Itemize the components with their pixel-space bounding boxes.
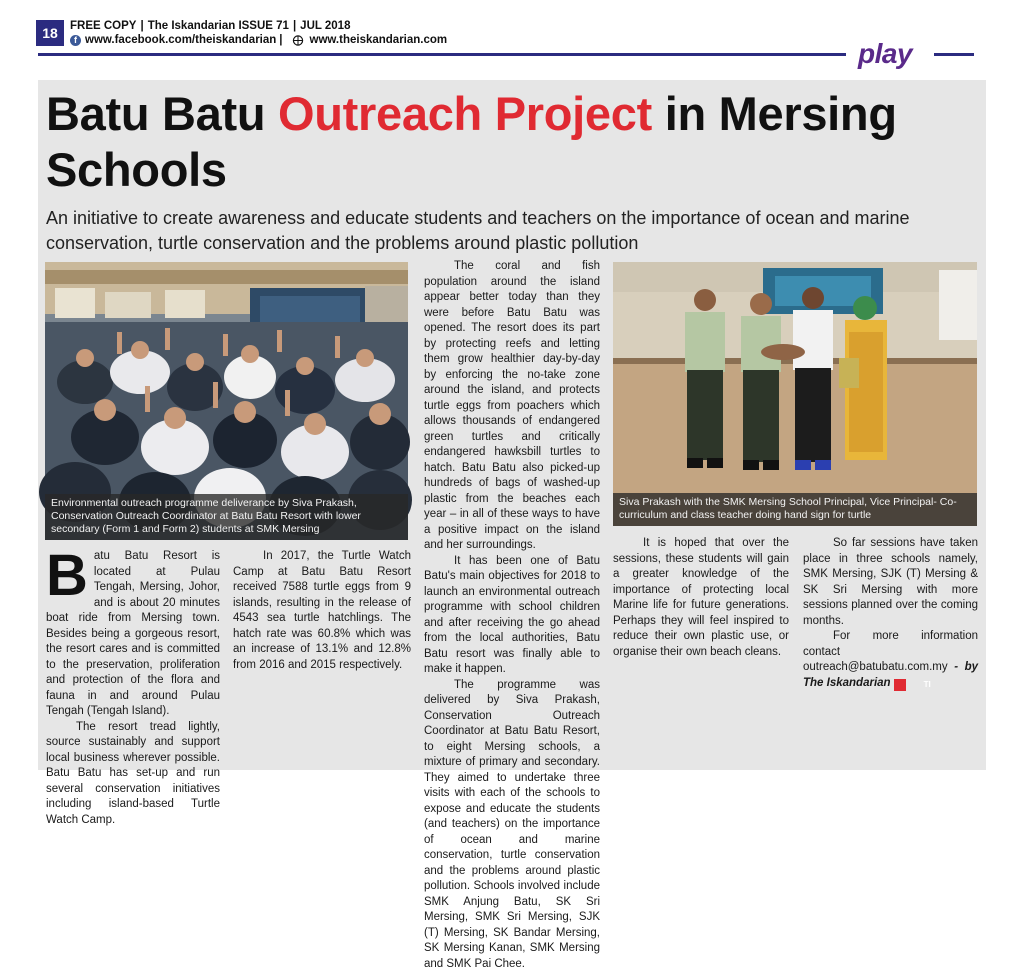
- contact-paragraph: [803, 629, 978, 691]
- drop-cap: B: [46, 551, 88, 601]
- photo-left-caption: Environmental outreach programme deliverance by Siva Prakash, Conservation Outreach Coordinator at Batu Batu Resort with lower secondary (Form 1 and Form 2) students at SMK Mersing: [45, 494, 408, 540]
- group-pose-illustration: [613, 262, 977, 526]
- body-paragraph: It has been one of Batu Batu's main objectives for 2018 to launch an environmental outreach programme with school children and after receiving the go ahead from the local authorities, Batu Batu resort was finally able to make it happen.: [424, 554, 600, 678]
- body-column-5: [803, 536, 978, 691]
- links-line: f www.facebook.com/theiskandarian | www.theiskandarian.com: [70, 34, 447, 46]
- section-tag: play: [858, 38, 912, 70]
- body-column-3: [424, 259, 600, 972]
- free-copy-label: FREE COPY: [70, 20, 136, 32]
- body-paragraph: In 2017, the Turtle Watch Camp at Batu Batu Resort received 7588 turtle eggs from 9 islands, resulting in the release of 4543 sea turtle hatchlings. The hatch rate was 60.8% which was an increase of 13.1% and 12.8% from 2016 and 2015 respectively.: [233, 549, 411, 673]
- headline: [46, 86, 946, 198]
- page-number: 18: [36, 20, 64, 46]
- publication-issue: The Iskandarian ISSUE 71: [148, 20, 289, 32]
- headline-part-1: Batu Batu: [46, 87, 265, 140]
- body-paragraph: The coral and fish population around the island appear better today than they were before Batu Batu was opened. The resort does its part by protecting reefs and letting them grow healthier day-by-day by enforcing the no-take zone around the island, and protects turtle eggs from poachers which allows thousands of endangered green turtles and critically endangered hawksbill turtles to hatch. Batu Batu also picked-up hundreds of bags of washed-up plastic from the beaches each year – in all of these ways to have a positive impact on the island and her surroundings.: [424, 259, 600, 554]
- facebook-icon: f: [70, 35, 81, 46]
- lead-paragraph-text: atu Batu Resort is located at Pulau Tengah, Mersing, Johor, and is about 20 minutes boat ride from Mersing town. Besides being a gorgeous resort, the resort cares and is committed to the preservation, proliferation and protection of the flora and fauna in and around Pulau Tengah (Tengah Island).: [46, 550, 220, 717]
- body-paragraph: The resort tread lightly, source sustainably and support local business wherever possible. Batu Batu has set-up and run several conservation initiatives including island-based Turtle Watch Camp.: [46, 720, 220, 829]
- website-link[interactable]: www.theiskandarian.com: [310, 34, 448, 46]
- issue-line: FREE COPY | The Iskandarian ISSUE 71 | JUL 2018: [70, 20, 350, 32]
- headline-part-2: in Mersing Schools: [46, 87, 897, 196]
- masthead-rule: [38, 53, 846, 56]
- photo-right-caption: Siva Prakash with the SMK Mersing School Principal, Vice Principal- Co-curriculum and class teacher doing hand sign for turtle: [613, 493, 977, 526]
- lead-paragraph: [46, 549, 220, 720]
- masthead-rule-right: [934, 53, 974, 56]
- headline-accent: Outreach Project: [278, 87, 652, 140]
- iskandarian-logo-icon: TI: [894, 679, 906, 691]
- masthead: [36, 20, 976, 66]
- students-hall-photo: [45, 262, 408, 540]
- turtle-hand-sign-photo: [613, 262, 977, 526]
- body-paragraph: It is hoped that over the sessions, these students will gain a greater knowledge of the importance of protecting local Marine life for future generations. Perhaps they will feel inspired to reduce their own plastic use, or organise their own beach cleans.: [613, 536, 789, 660]
- web-icon: [292, 35, 304, 46]
- body-column-2: [233, 549, 411, 673]
- article-deck: An initiative to create awareness and educate students and teachers on the importance of ocean and marine conservation, turtle conservation and the problems around plastic pollution: [46, 206, 976, 256]
- body-column-4: [613, 536, 789, 660]
- body-paragraph: So far sessions have taken place in three schools namely, SMK Mersing, SJK (T) Mersing & SK Sri Mersing with more sessions planned over the coming months.: [803, 536, 978, 629]
- byline: - by The Iskandarian: [803, 661, 978, 689]
- body-paragraph: The programme was delivered by Siva Prakash, Conservation Outreach Coordinator at Batu Batu Resort, to eight Mersing schools, a mixture of primary and secondary. They aimed to undertake three visits with each of the schools to expose and educate the students (and teachers) on the importance of ocean and marine conservation, turtle conservation and the problems around plastic pollution. Schools involved include SMK Anjung Batu, SK Sri Mersing, SMK Sri Mersing, SJK (T) Mersing, SK Bandar Mersing, SK Mersing Kanan, SMK Mersing and SMK Pai Chee.: [424, 678, 600, 972]
- contact-text: For more information contact outreach@batubatu.com.my: [803, 630, 978, 673]
- body-column-1: [46, 549, 220, 828]
- facebook-link[interactable]: www.facebook.com/theiskandarian: [85, 34, 276, 46]
- issue-date: JUL 2018: [300, 20, 350, 32]
